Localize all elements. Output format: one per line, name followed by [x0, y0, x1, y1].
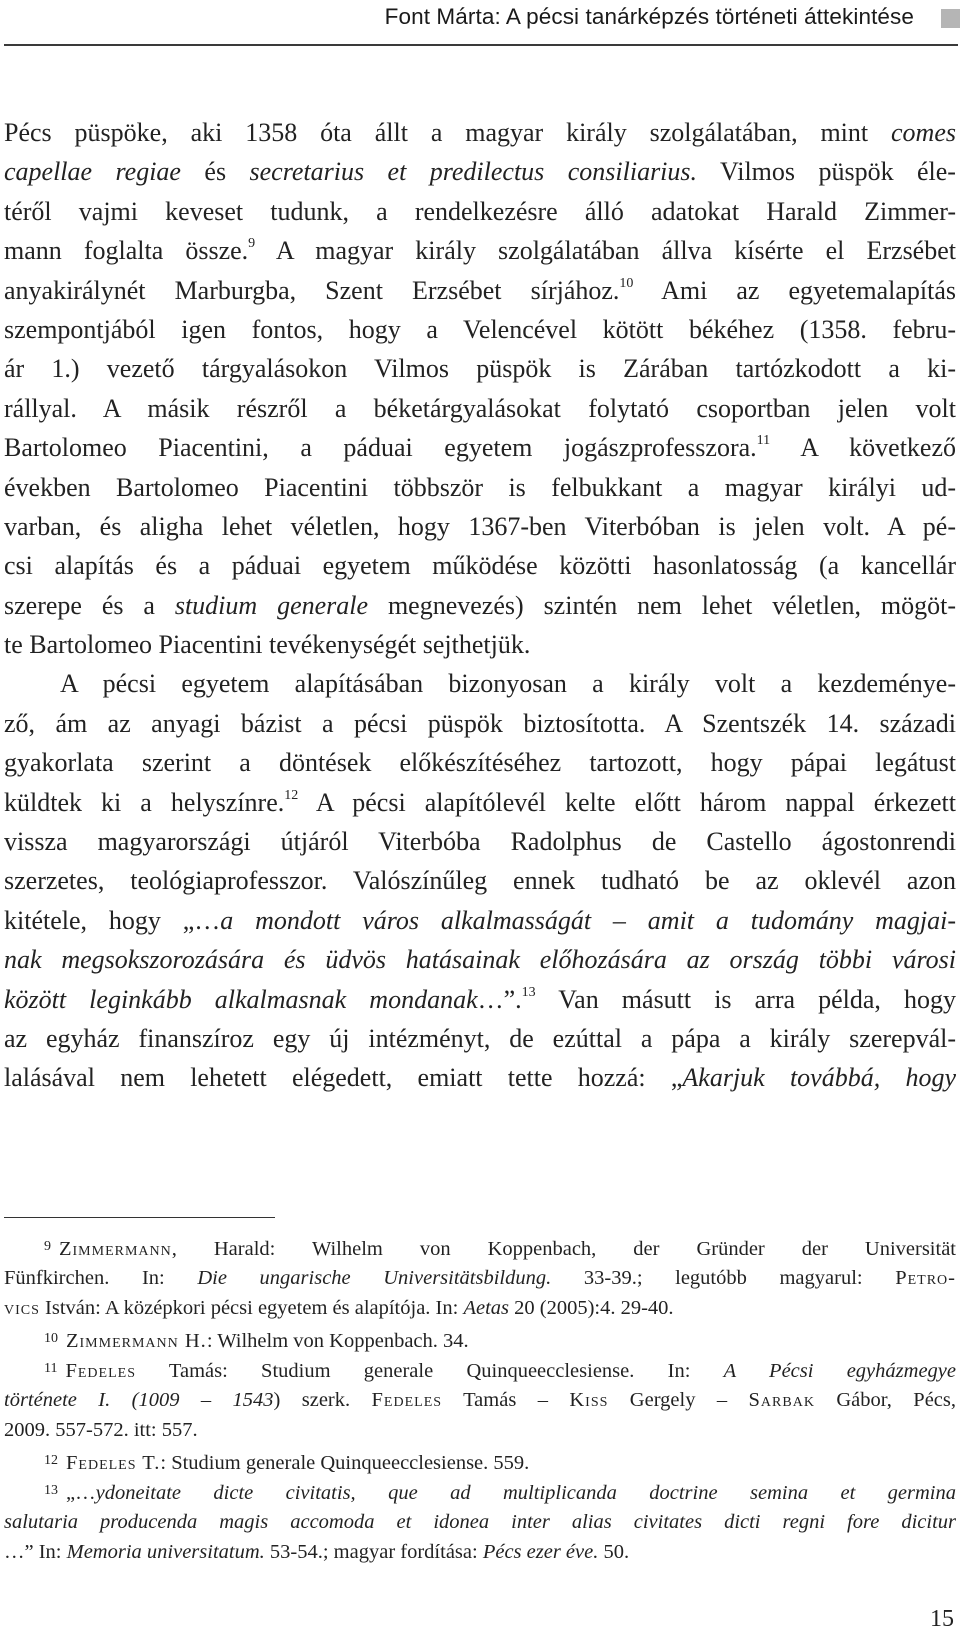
text-line: kitétele, hogy „…a mondott város alkalmasságát – amit a tudomány magjai-	[4, 905, 956, 935]
footnotes	[4, 1232, 956, 1568]
text-line: szempontjából igen fontos, hogy a Velencével kötött békéhez (1358. febru-	[4, 314, 956, 344]
text-line: anyakirálynét Marburgba, Szent Erzsébet sírjához.$^{10}$ Ami az egyetemalapítás	[4, 275, 956, 305]
text-line: Pécs püspöke, aki 1358 óta állt a magyar király szolgálatában, mint comes	[4, 118, 956, 147]
text-line: szerepe és a studium generale megnevezés) szintén nem lehet véletlen, mögöt-	[4, 590, 956, 620]
text-line: vissza magyarországi útjáról Viterbóba Radolphus de Castello ágostonrendi	[4, 827, 956, 857]
text-line: capellae regiae és secretarius et predilectus consiliarius. Vilmos püspök éle-	[4, 157, 956, 187]
text-line: mann foglalta össze.$^9$ A magyar király szolgálatában állva kísérte el Erzsébet	[4, 236, 956, 266]
text-line: években Bartolomeo Piacentini többször is felbukkant a magyar királyi ud-	[4, 472, 956, 502]
text-line: lalásával nem lehetett elégedett, emiatt tette hozzá: „Akarjuk továbbá, hogy	[4, 1063, 957, 1093]
footnote-ref: 12	[284, 787, 299, 803]
footnote-11-line: története I. (1009 – 1543) szerk. Fedeles Tamás – Kiss Gergely – Sarbak Gábor, Pécs,	[4, 1388, 956, 1411]
text-line: csi alapítás és a páduai egyetem működése közötti hasonlatosság (a kancellár	[4, 551, 956, 581]
running-header-title: Font Márta: A pécsi tanárképzés történeti áttekintése	[384, 4, 914, 29]
header-rule	[4, 44, 958, 46]
footnote-11-line: 2009. 557-572. itt: 557.	[4, 1419, 198, 1441]
footnote-12: $^{12}$ Fedeles T.: Studium generale Quinqueecclesiense. 559.	[44, 1451, 530, 1474]
footnote-10: $^{10}$ Zimmermann H.: Wilhelm von Koppenbach. 34.	[44, 1329, 469, 1352]
footnote-13: $^{13}$ „…ydoneitate dicte civitatis, que ad multiplicanda doctrine semina et germina	[44, 1482, 956, 1504]
page-number: 15	[930, 1606, 954, 1632]
footnote-13-line: salutaria producenda magis accomoda et idonea inter alias civitates dicti regni fore dicitur	[4, 1510, 956, 1533]
text-line: az egyház finanszíroz egy új intézményt, de ezúttal a pápa a király szerepvál-	[4, 1023, 956, 1053]
text-line: Bartolomeo Piacentini, a páduai egyetem jogászprofesszora.$^{11}$ A következő	[4, 433, 956, 463]
text-line: te Bartolomeo Piacentini tevékenységét sejthetjük.	[4, 630, 531, 660]
text-line: küldtek ki a helyszínre.$^{12}$ A pécsi alapítólevél kelte előtt három nappal érkezett	[4, 787, 956, 817]
running-header	[0, 0, 960, 48]
footnote-ref: 9	[248, 236, 256, 252]
text-line: téről vajmi keveset tudunk, a rendelkezésre álló adatokat Harald Zimmer-	[4, 196, 956, 226]
text-line: szerzetes, teológiaprofesszor. Valószínűleg ennek tudható be az oklevél azon	[4, 866, 956, 896]
text-line: nak megsokszorozására és üdvös hatásainak előhozására az ország többi városi	[4, 945, 956, 975]
text-line: ár 1.) vezető tárgyalásokon Vilmos püspök is Zárában tartózkodott a ki-	[4, 354, 956, 384]
footnote-13-line: …” In: Memoria universitatum. 53-54.; magyar fordítása: Pécs ezer éve. 50.	[4, 1541, 630, 1563]
footnote-ref: 10	[619, 275, 634, 291]
text-line: rállyal. A másik részről a béketárgyalásokat folytató csoportban jelen volt	[4, 393, 956, 423]
header-square-marker	[941, 9, 960, 28]
footnote-9: $^9$ Zimmermann, Harald: Wilhelm von Koppenbach, der Gründer der Universität	[44, 1238, 956, 1260]
text-line: között leginkább alkalmasnak mondanak…”.$^{13}$ Van másutt is arra példa, hogy	[4, 984, 956, 1014]
main-text	[4, 113, 956, 1098]
footnote-ref: 11	[756, 433, 771, 449]
footnote-ref: 13	[521, 984, 536, 1000]
footnote-rule	[4, 1217, 275, 1218]
footnote-9-line: vics István: A középkori pécsi egyetem és alapítója. In: Aetas 20 (2005):4. 29-40.	[4, 1297, 674, 1319]
text-line: ző, ám az anyagi bázist a pécsi püspök biztosította. A Szentszék 14. századi	[4, 708, 956, 738]
text-line: varban, és aligha lehet véletlen, hogy 1367-ben Viterbóban is jelen volt. A pé-	[4, 511, 956, 541]
footnote-9-line: Fünfkirchen. In: Die ungarische Universitätsbildung. 33-39.; legutóbb magyarul: Petro-	[4, 1266, 956, 1289]
text-line: A pécsi egyetem alapításában bizonyosan a király volt a kezdeménye-	[60, 669, 956, 699]
footnote-11: $^{11}$ Fedeles Tamás: Studium generale Quinqueecclesiense. In: A Pécsi egyházmegye	[44, 1360, 956, 1382]
text-line: gyakorlata szerint a döntések előkészítéséhez tartozott, hogy pápai legátust	[4, 748, 956, 778]
